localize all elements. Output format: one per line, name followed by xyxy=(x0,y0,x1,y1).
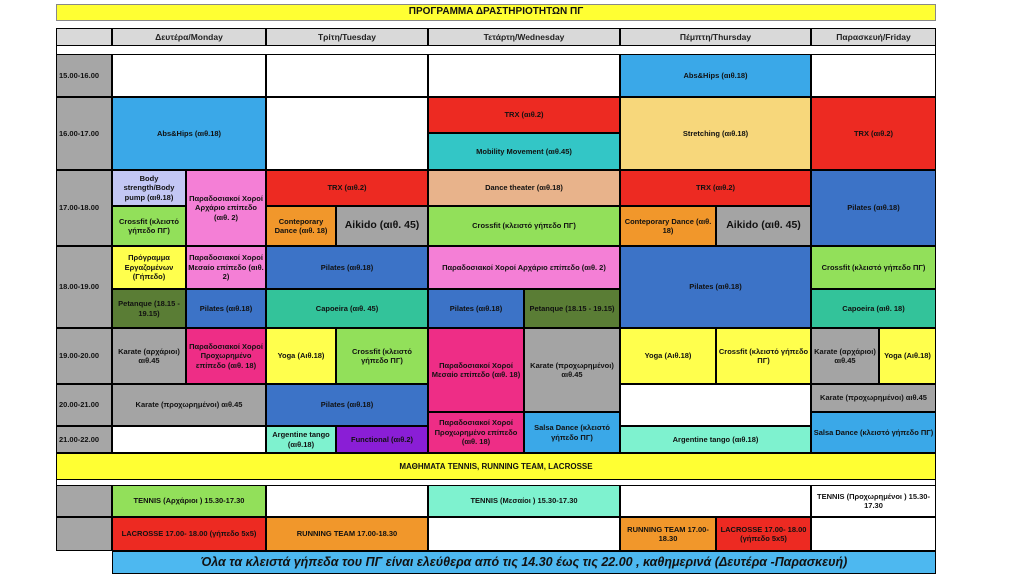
activity-cell xyxy=(620,328,716,384)
activity-label: Petanque (18.15 - 19.15) xyxy=(529,303,615,313)
empty-cell xyxy=(428,517,620,551)
activity-label: Conteporary Dance (αιθ. 18) xyxy=(624,216,712,235)
activity-cell xyxy=(112,206,186,246)
activity-label: Salsa Dance (κλειστό γήπεδο ΠΓ) xyxy=(813,427,934,437)
activity-label: RUNNING TEAM 17.00-18.30 xyxy=(627,524,709,543)
header-spacer xyxy=(56,46,936,54)
activity-cell xyxy=(524,289,620,328)
activity-label: Crossfit (κλειστό γήπεδο ΠΓ) xyxy=(821,262,926,272)
activity-label: Aikido (αιθ. 45) xyxy=(726,219,801,232)
day-header-tuesday xyxy=(266,28,428,46)
activity-cell xyxy=(186,289,266,328)
empty-cell xyxy=(620,485,811,517)
time-slot xyxy=(56,426,112,453)
activity-cell xyxy=(428,133,620,170)
activity-cell xyxy=(336,328,428,384)
activity-cell xyxy=(112,328,186,384)
activity-cell xyxy=(112,485,266,517)
time-slot xyxy=(56,54,112,97)
activity-cell xyxy=(266,384,428,426)
activity-label: Functional (αιθ.2) xyxy=(351,434,413,444)
activity-cell xyxy=(428,170,620,206)
activity-cell xyxy=(524,328,620,412)
activity-label: Pilates (αιθ.18) xyxy=(199,303,253,313)
activity-label: TRX (αιθ.2) xyxy=(327,183,367,193)
time-slot xyxy=(56,517,112,551)
time-label: 20.00-21.00 xyxy=(59,400,100,410)
activity-label: Argentine tango (αιθ.18) xyxy=(272,430,330,449)
activity-cell xyxy=(428,97,620,133)
footer-note xyxy=(112,551,936,574)
activity-cell xyxy=(811,328,879,384)
day-label: Δευτέρα/Monday xyxy=(155,31,223,42)
activity-cell xyxy=(336,426,428,453)
activity-cell xyxy=(186,328,266,384)
activity-label: Pilates (αιθ.18) xyxy=(689,282,742,292)
activity-cell xyxy=(811,289,936,328)
activity-label: Mobility Movement (αιθ.45) xyxy=(476,146,572,156)
activity-label: Aikido (αιθ. 45) xyxy=(344,219,420,232)
activity-cell xyxy=(112,170,186,206)
time-label: 17.00-18.00 xyxy=(59,203,100,213)
activity-label: Crossfit (κλειστό γήπεδο ΠΓ) xyxy=(718,346,809,365)
activity-label: Παραδοσιακοί Χοροί Αρχάριο επίπεδο (αιθ. 2) xyxy=(189,193,263,222)
activity-label: TRX (αιθ.2) xyxy=(695,183,736,193)
activity-label: Stretching (αιθ.18) xyxy=(682,128,749,138)
schedule-title xyxy=(56,4,936,21)
time-label: 19.00-20.00 xyxy=(59,351,100,361)
activity-label: Παραδοσιακοί Χοροί Προχωρημένο επίπεδο (αιθ. 18) xyxy=(189,341,263,370)
activity-label: Karate (αρχάριοι) αιθ.45 xyxy=(814,346,876,365)
time-slot xyxy=(56,384,112,426)
activity-label: Yoga (Αιθ.18) xyxy=(277,351,325,361)
activity-cell xyxy=(428,246,620,289)
day-label: Τετάρτη/Wednesday xyxy=(483,31,565,42)
activity-label: Argentine tango (αιθ.18) xyxy=(672,434,759,444)
activity-label: RUNNING TEAM 17.00-18.30 xyxy=(296,529,398,539)
activity-cell xyxy=(266,517,428,551)
activity-label: TRX (αιθ.2) xyxy=(504,110,544,120)
empty-cell xyxy=(266,54,428,97)
activity-label: Παραδοσιακοί Χοροί Μεσαίο επίπεδο (αιθ. 18) xyxy=(431,360,521,379)
activity-cell xyxy=(524,412,620,453)
activity-cell xyxy=(620,517,716,551)
activity-label: Karate (προχωρημένοι) αιθ.45 xyxy=(530,360,614,379)
activity-label: Yoga (Αιθ.18) xyxy=(884,351,931,361)
activity-cell xyxy=(266,426,336,453)
activity-cell xyxy=(266,246,428,289)
time-label: 21.00-22.00 xyxy=(59,434,100,444)
activity-cell xyxy=(428,485,620,517)
activity-cell xyxy=(428,412,524,453)
activity-cell xyxy=(811,384,936,412)
time-slot xyxy=(56,246,112,328)
activity-label: Body strength/Body pump (αιθ.18) xyxy=(123,173,175,202)
activity-cell xyxy=(428,206,620,246)
day-header-thursday xyxy=(620,28,811,46)
activity-label: Pilates (αιθ.18) xyxy=(847,203,900,213)
activity-cell xyxy=(620,54,811,97)
day-label: Πέμπτη/Thursday xyxy=(679,31,752,42)
empty-cell xyxy=(620,384,811,426)
day-label: Τρίτη/Tuesday xyxy=(317,31,376,42)
footer-text: Όλα τα κλειστά γήπεδα του ΠΓ είναι ελεύθερα από τις 14.30 έως τις 22.00 , καθημερινά (Δευτέρα -Παρασκευή) xyxy=(200,554,848,569)
activity-label: Petanque (18.15 - 19.15) xyxy=(118,299,180,318)
activity-label: Crossfit (κλειστό γήπεδο ΠΓ) xyxy=(472,221,576,231)
activity-cell xyxy=(811,246,936,289)
empty-cell xyxy=(811,54,936,97)
empty-cell xyxy=(112,426,266,453)
time-slot xyxy=(56,170,112,246)
activity-label: Karate (προχωρημένοι) αιθ.45 xyxy=(820,393,927,403)
activity-cell xyxy=(112,517,266,551)
activity-label: Abs&Hips (αιθ.18) xyxy=(156,128,222,138)
activity-label: TENNIS (Μεσαίοι ) 15.30-17.30 xyxy=(470,496,578,506)
activity-label: Pilates (αιθ.18) xyxy=(320,400,374,410)
time-label: 18.00-19.00 xyxy=(59,282,100,292)
empty-cell xyxy=(428,54,620,97)
activity-cell xyxy=(620,246,811,328)
empty-cell xyxy=(112,54,266,97)
activity-cell xyxy=(716,206,811,246)
activity-cell xyxy=(716,328,811,384)
activity-label: Πρόγραμμα Εργαζομένων (Γήπεδο) xyxy=(124,253,174,282)
time-slot xyxy=(56,328,112,384)
activity-cell xyxy=(428,289,524,328)
day-label: Παρασκευή/Friday xyxy=(836,31,911,42)
activity-cell xyxy=(811,97,936,170)
section-title-text: ΜΑΘΗΜΑΤΑ TENNIS, RUNNING TEAM, LACROSSE xyxy=(399,461,593,471)
header-corner xyxy=(56,28,112,46)
activity-label: Crossfit (κλειστό γήπεδο ΠΓ) xyxy=(352,346,412,365)
activity-cell xyxy=(428,328,524,412)
activity-label: LACROSSE 17.00- 18.00 (γήπεδο 5x5) xyxy=(121,529,257,539)
activity-cell xyxy=(811,170,936,246)
activity-label: Karate (προχωρημένοι) αιθ.45 xyxy=(135,400,243,410)
activity-label: TRX (αιθ.2) xyxy=(853,128,894,138)
activity-cell xyxy=(266,328,336,384)
activity-cell xyxy=(879,328,936,384)
activity-label: Conteporary Dance (αιθ. 18) xyxy=(274,216,328,235)
activity-label: Yoga (Αιθ.18) xyxy=(644,351,692,361)
activity-label: Crossfit (κλειστό γήπεδο ΠΓ) xyxy=(119,216,179,235)
activity-cell xyxy=(112,97,266,170)
activity-cell xyxy=(112,289,186,328)
activity-label: Dance theater (αιθ.18) xyxy=(485,183,563,193)
time-label: 15.00-16.00 xyxy=(59,70,100,80)
activity-cell xyxy=(266,170,428,206)
empty-cell xyxy=(811,517,936,551)
activity-cell xyxy=(620,426,811,453)
activity-cell xyxy=(716,517,811,551)
activity-cell xyxy=(811,412,936,453)
day-header-monday xyxy=(112,28,266,46)
activity-label: Pilates (αιθ.18) xyxy=(449,303,503,313)
activity-label: LACROSSE 17.00- 18.00 (γήπεδο 5x5) xyxy=(720,524,807,543)
activity-label: Karate (αρχάριοι) αιθ.45 xyxy=(118,346,180,365)
schedule-title-text: ΠΡΟΓΡΑΜΜΑ ΔΡΑΣΤΗΡΙΟΤΗΤΩΝ ΠΓ xyxy=(408,6,584,18)
time-slot xyxy=(56,97,112,170)
activity-label: TENNIS (Αρχάριοι ) 15.30-17.30 xyxy=(133,496,245,506)
activity-label: Παραδοσιακοί Χοροί Προχωρημένο επίπεδο (αιθ. 18) xyxy=(434,418,518,447)
activity-cell xyxy=(620,170,811,206)
activity-cell xyxy=(112,246,186,289)
activity-label: Abs&Hips (αιθ.18) xyxy=(683,70,748,80)
section-title xyxy=(56,453,936,480)
activity-cell xyxy=(112,384,266,426)
activity-cell xyxy=(811,485,936,517)
day-header-friday xyxy=(811,28,936,46)
day-header-wednesday xyxy=(428,28,620,46)
empty-cell xyxy=(266,97,428,170)
activity-label: Capoeira (αιθ. 18) xyxy=(842,303,905,313)
activity-cell xyxy=(266,289,428,328)
empty-cell xyxy=(266,485,428,517)
activity-label: Pilates (αιθ.18) xyxy=(320,262,374,272)
activity-label: Salsa Dance (κλειστό γήπεδο ΠΓ) xyxy=(534,423,610,442)
time-label: 16.00-17.00 xyxy=(59,128,100,138)
activity-cell xyxy=(620,97,811,170)
activity-cell xyxy=(620,206,716,246)
activity-label: Capoeira (αιθ. 45) xyxy=(315,303,379,313)
activity-cell xyxy=(336,206,428,246)
activity-cell xyxy=(266,206,336,246)
activity-cell xyxy=(186,246,266,289)
activity-label: Παραδοσιακοί Χοροί Αρχάριο επίπεδο (αιθ. 2) xyxy=(442,262,606,272)
time-slot xyxy=(56,485,112,517)
activity-cell xyxy=(186,170,266,246)
activity-label: TENNIS (Προχωρημένοι ) 15.30-17.30 xyxy=(817,491,930,510)
activity-label: Παραδοσιακοί Χοροί Μεσαίο επίπεδο (αιθ. 2) xyxy=(188,253,264,282)
